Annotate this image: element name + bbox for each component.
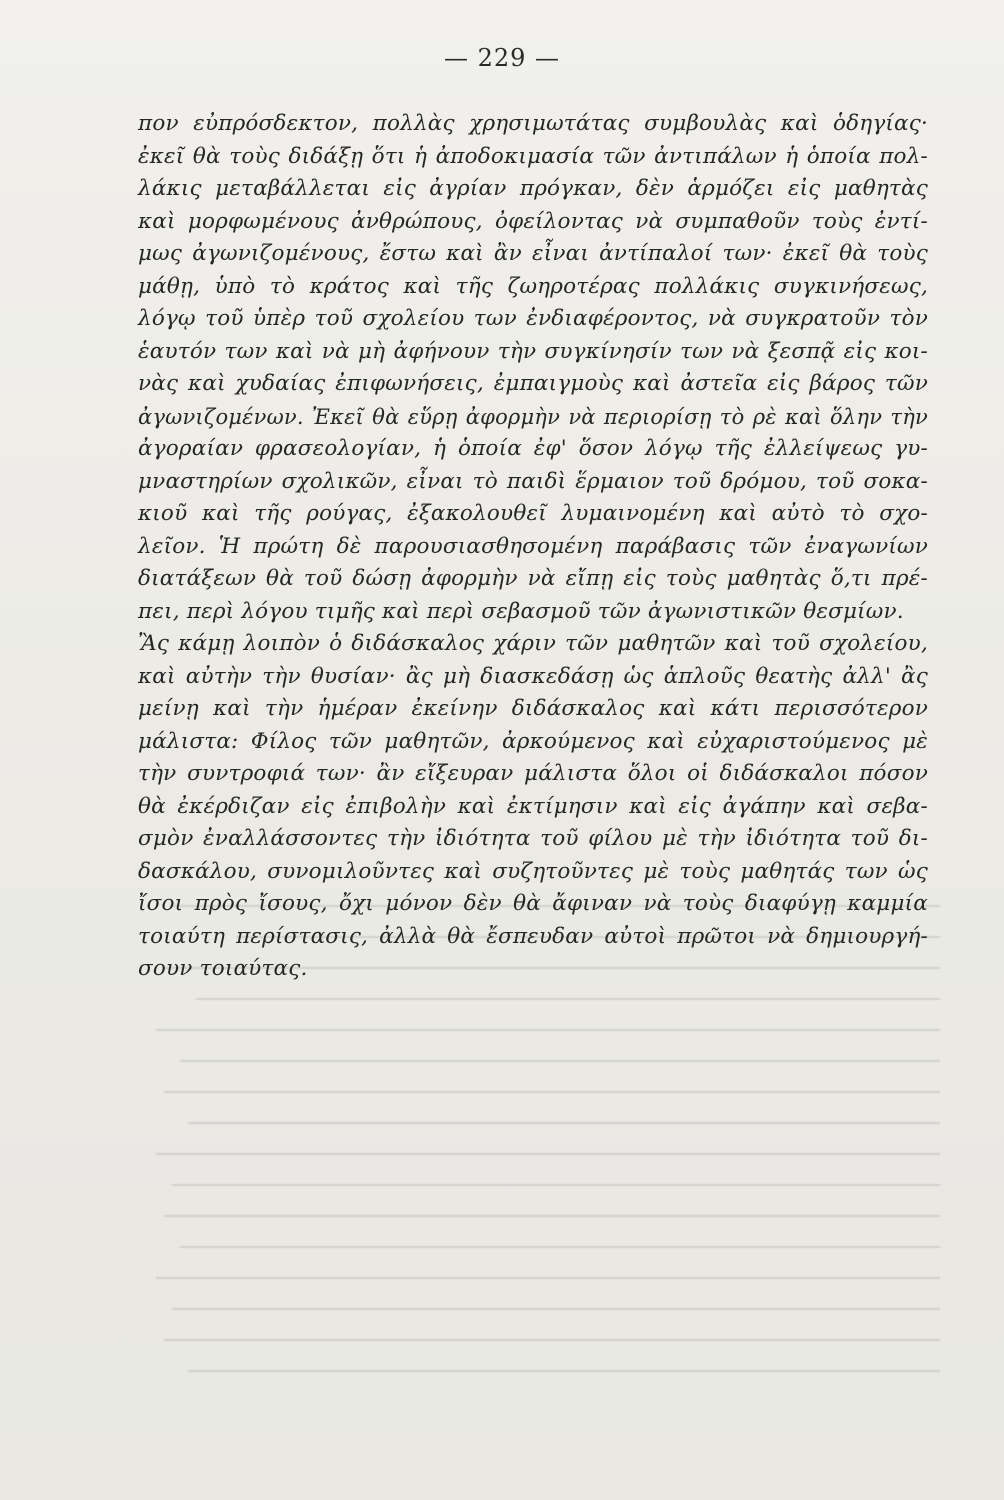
body-text (138, 108, 928, 986)
text-line: μάθῃ, ὑπὸ τὸ κράτος καὶ τῆς ζωηροτέρας πολλάκις συγκινήσεως, (138, 273, 928, 299)
text-line: ἐκεῖ θὰ τοὺς διδάξῃ ὅτι ἡ ἀποδοκιμασία τῶν ἀντιπάλων ἡ ὁποία πολ- (138, 143, 928, 169)
text-line: θὰ ἐκέρδιζαν εἰς ἐπιβολὴν καὶ ἐκτίμησιν καὶ εἰς ἀγάπην καὶ σεβα- (138, 793, 928, 819)
text-line: ἑαυτόν των καὶ νὰ μὴ ἀφήνουν τὴν συγκίνησίν των νὰ ξεσπᾷ εἰς κοι- (138, 338, 928, 364)
text-line: ἀγοραίαν φρασεολογίαν, ἡ ὁποία ἐφ' ὅσον λόγῳ τῆς ἐλλείψεως γυ- (138, 436, 928, 461)
text-line: λόγῳ τοῦ ὑπὲρ τοῦ σχολείου των ἐνδιαφέροντος, νὰ συγκρατοῦν τὸν (138, 306, 928, 331)
text-line: ἀγωνιζομένων. Ἐκεῖ θὰ εὕρῃ ἀφορμὴν νὰ περιορίσῃ τὸ ρὲ καὶ ὅλην τὴν (138, 404, 928, 429)
text-line: λεῖον. Ἡ πρώτη δὲ παρουσιασθησομένη παράβασις τῶν ἐναγωνίων (138, 533, 928, 559)
text-line: διατάξεων θὰ τοῦ δώσῃ ἀφορμὴν νὰ εἴπῃ εἰς τοὺς μαθητὰς ὅ,τι πρέ- (138, 566, 928, 591)
text-line: νὰς καὶ χυδαίας ἐπιφωνήσεις, ἐμπαιγμοὺς καὶ ἀστεῖα εἰς βάρος τῶν (138, 371, 928, 396)
text-line: Ἂς κάμῃ λοιπὸν ὁ διδάσκαλος χάριν τῶν μαθητῶν καὶ τοῦ σχολείου, (138, 631, 928, 656)
text-line: καὶ αὐτὴν τὴν θυσίαν· ἂς μὴ διασκεδάσῃ ὡς ἁπλοῦς θεατὴς ἀλλ' ἂς (138, 663, 928, 689)
text-line: τοιαύτη περίστασις, ἀλλὰ θὰ ἔσπευδαν αὐτοὶ πρῶτοι νὰ δημιουργή- (138, 923, 928, 949)
text-line: λάκις μεταβάλλεται εἰς ἀγρίαν πρόγκαν, δὲν ἁρμόζει εἰς μαθητὰς (138, 176, 928, 201)
text-line: ἴσοι πρὸς ἴσους, ὄχι μόνον δὲν θὰ ἄφιναν νὰ τοὺς διαφύγῃ καμμία (138, 891, 928, 916)
text-line: μείνῃ καὶ τὴν ἡμέραν ἐκείνην διδάσκαλος καὶ κάτι περισσότερον (138, 696, 928, 721)
text-line: κιοῦ καὶ τῆς ρούγας, ἐξακολουθεῖ λυμαινομένη καὶ αὐτὸ τὸ σχο- (138, 501, 928, 526)
text-line: πει, περὶ λόγου τιμῆς καὶ περὶ σεβασμοῦ τῶν ἀγωνιστικῶν θεσμίων. (138, 598, 904, 624)
text-line: σουν τοιαύτας. (138, 956, 308, 981)
text-line: σμὸν ἐναλλάσσοντες τὴν ἰδιότητα τοῦ φίλου μὲ τὴν ἰδιότητα τοῦ δι- (138, 826, 928, 851)
text-line: μως ἀγωνιζομένους, ἔστω καὶ ἂν εἶναι ἀντίπαλοί των· ἐκεῖ θὰ τοὺς (138, 241, 928, 266)
text-line: πον εὐπρόσδεκτον, πολλὰς χρησιμωτάτας συμβουλὰς καὶ ὁδηγίας· (138, 111, 928, 136)
text-line: μάλιστα: Φίλος τῶν μαθητῶν, ἀρκούμενος καὶ εὐχαριστούμενος μὲ (138, 728, 928, 754)
text-line: δασκάλου, συνομιλοῦντες καὶ συζητοῦντες μὲ τοὺς μαθητάς των ὡς (138, 858, 928, 884)
text-line: μναστηρίων σχολικῶν, εἶναι τὸ παιδὶ ἕρμαιον τοῦ δρόμου, τοῦ σοκα- (138, 468, 928, 494)
text-line: τὴν συντροφιά των· ἂν εἴξευραν μάλιστα ὅλοι οἱ διδάσκαλοι πόσον (138, 761, 928, 786)
page-number: — 229 — (443, 44, 561, 72)
text-line: καὶ μορφωμένους ἀνθρώπους, ὀφείλοντας νὰ συμπαθοῦν τοὺς ἐντί- (138, 208, 928, 234)
